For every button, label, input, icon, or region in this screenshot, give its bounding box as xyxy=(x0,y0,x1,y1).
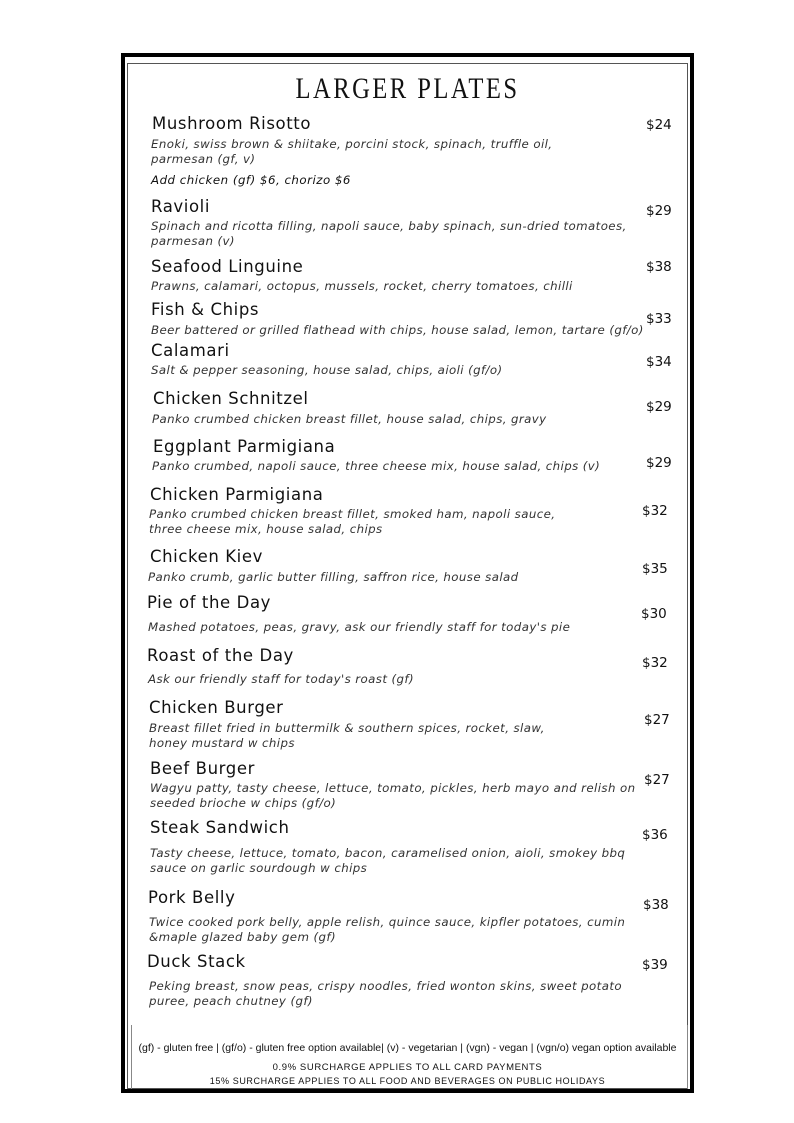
item-description: Panko crumbed chicken breast fillet, smoked ham, napoli sauce, three cheese mix, house salad, chips xyxy=(149,507,556,536)
card-surcharge-note: 0.9% SURCHARGE APPLIES TO ALL CARD PAYMENTS xyxy=(272,1062,543,1073)
item-name: Mushroom Risotto xyxy=(152,114,312,133)
item-price: $29 xyxy=(646,455,672,471)
item-description: Panko crumbed, napoli sauce, three cheese mix, house salad, chips (v) xyxy=(152,459,601,473)
item-price: $27 xyxy=(644,712,670,728)
holiday-surcharge-note: 15% SURCHARGE APPLIES TO ALL FOOD AND BEVERAGES ON PUBLIC HOLIDAYS xyxy=(209,1076,606,1086)
item-description: Wagyu patty, tasty cheese, lettuce, tomato, pickles, herb mayo and relish on seeded brioche w chips (gf/o) xyxy=(150,781,636,810)
item-price: $39 xyxy=(642,957,668,973)
item-price: $29 xyxy=(646,399,672,415)
item-name: Chicken Schnitzel xyxy=(153,389,309,408)
item-name: Chicken Kiev xyxy=(150,547,263,566)
item-description: Spinach and ricotta filling, napoli sauce, baby spinach, sun-dried tomatoes, parmesan (v) xyxy=(151,219,627,248)
menu-title: LARGER PLATES xyxy=(295,72,520,105)
item-price: $24 xyxy=(646,117,672,133)
item-description: Mashed potatoes, peas, gravy, ask our friendly staff for today's pie xyxy=(148,620,571,634)
item-description: Beer battered or grilled flathead with chips, house salad, lemon, tartare (gf/o) xyxy=(151,323,644,337)
item-description: Ask our friendly staff for today's roast (gf) xyxy=(148,672,414,686)
item-name: Steak Sandwich xyxy=(150,818,290,837)
item-name: Ravioli xyxy=(151,197,211,216)
item-name: Seafood Linguine xyxy=(151,257,304,276)
item-description: Enoki, swiss brown & shiitake, porcini stock, spinach, truffle oil, parmesan (gf, v) xyxy=(151,137,553,166)
item-price: $30 xyxy=(641,606,667,622)
item-name: Chicken Burger xyxy=(149,698,284,717)
item-name: Duck Stack xyxy=(147,952,246,971)
add-on-note: Add chicken (gf) $6, chorizo $6 xyxy=(151,173,351,187)
item-name: Fish & Chips xyxy=(151,300,260,319)
item-price: $38 xyxy=(646,259,672,275)
item-description: Panko crumb, garlic butter filling, saffron rice, house salad xyxy=(148,570,519,584)
item-price: $35 xyxy=(642,561,668,577)
item-price: $29 xyxy=(646,203,672,219)
item-name: Beef Burger xyxy=(150,759,255,778)
item-description: Panko crumbed chicken breast fillet, house salad, chips, gravy xyxy=(152,412,547,426)
item-name: Roast of the Day xyxy=(147,646,294,665)
item-name: Eggplant Parmigiana xyxy=(153,437,336,456)
item-description: Breast fillet fried in buttermilk & southern spices, rocket, slaw, honey mustard w chips xyxy=(149,721,545,750)
item-name: Chicken Parmigiana xyxy=(150,485,324,504)
item-price: $36 xyxy=(642,827,668,843)
item-price: $38 xyxy=(643,897,669,913)
item-name: Pie of the Day xyxy=(147,593,272,612)
item-price: $34 xyxy=(646,354,672,370)
item-price: $27 xyxy=(644,772,670,788)
item-description: Peking breast, snow peas, crispy noodles, fried wonton skins, sweet potato puree, peach chutney (gf) xyxy=(149,979,622,1008)
item-name: Calamari xyxy=(151,341,230,360)
dietary-legend: (gf) - gluten free | (gf/o) - gluten free option available| (v) - vegetarian | (vgn) - vegan | (vgn/o) vegan option available xyxy=(138,1042,677,1054)
item-description: Twice cooked pork belly, apple relish, quince sauce, kipfler potatoes, cumin &maple glazed baby gem (gf) xyxy=(149,915,626,944)
item-description: Salt & pepper seasoning, house salad, chips, aioli (gf/o) xyxy=(151,363,503,377)
item-description: Prawns, calamari, octopus, mussels, rocket, cherry tomatoes, chilli xyxy=(151,279,573,293)
item-price: $33 xyxy=(646,311,672,327)
item-price: $32 xyxy=(642,655,668,671)
item-price: $32 xyxy=(642,503,668,519)
item-description: Tasty cheese, lettuce, tomato, bacon, caramelised onion, aioli, smokey bbq sauce on garlic sourdough w chips xyxy=(150,846,626,875)
item-name: Pork Belly xyxy=(148,888,236,907)
